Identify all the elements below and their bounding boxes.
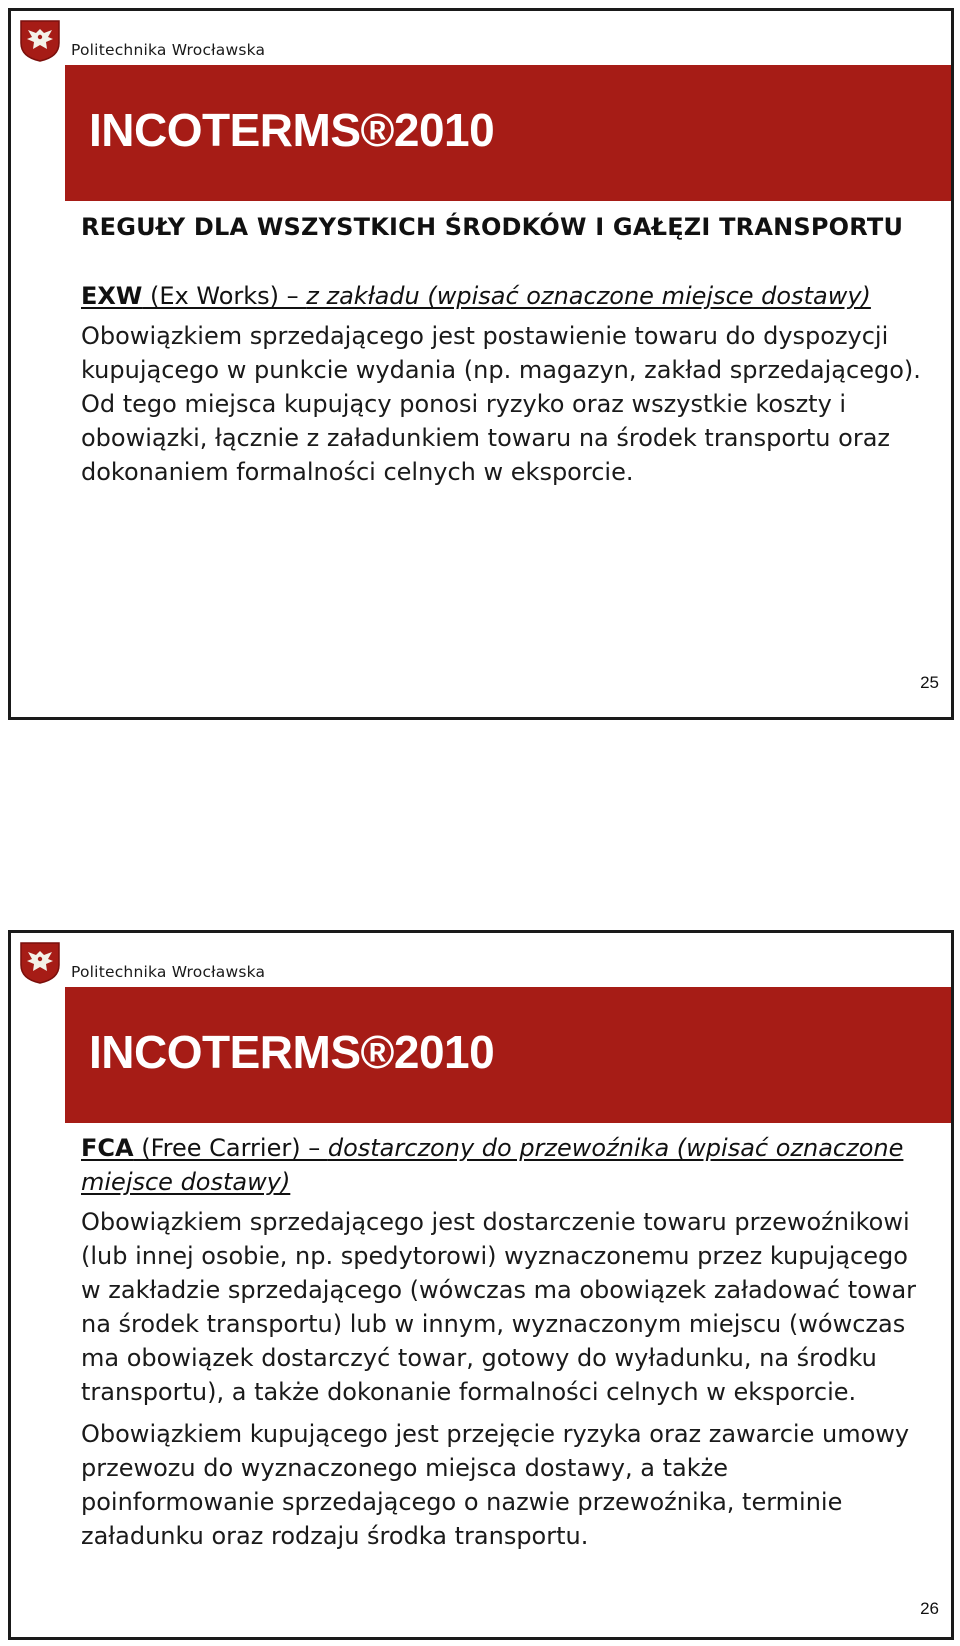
term-description: z zakładu (wpisać oznaczone miejsce dostawy) (306, 282, 871, 310)
body-paragraph: Obowiązkiem sprzedającego jest dostarczenie towaru przewoźnikowi (lub innej osobie, np. spedytorowi) wyznaczonemu przez kupującego w zakładzie sprzedającego (wówczas ma obowiązek załadować towar na środek transportu) lub w innym, wyznaczonym miejscu (wówczas ma obowiązek dostarczyć towar, gotowy do wyładunku, na środku transportu), a także dokonanie formalności celnych w eksporcie. (81, 1208, 917, 1406)
section-heading: REGUŁY DLA WSZYSTKICH ŚRODKÓW I GAŁĘZI TRANSPORTU (81, 213, 904, 241)
term-heading (81, 1131, 921, 1199)
eagle-crest-icon (17, 939, 63, 985)
term-name: (Free Carrier) – (133, 1134, 328, 1162)
university-name: Politechnika Wrocławska (71, 963, 266, 981)
term-heading (81, 279, 921, 313)
body-paragraph: Obowiązkiem kupującego jest przejęcie ryzyka oraz zawarcie umowy przewozu do wyznaczonego miejsca dostawy, a także poinformowanie sprzedającego o nazwie przewoźnika, terminie załadunku oraz rodzaju środka transportu. (81, 1420, 910, 1550)
term-code: FCA (81, 1134, 134, 1162)
page-number: 25 (920, 673, 939, 692)
slide-title: INCOTERMS®2010 (89, 1026, 495, 1078)
eagle-crest-icon (17, 17, 63, 63)
slide-header (11, 933, 951, 987)
slide-26 (8, 930, 954, 1640)
term-name: (Ex Works) – (142, 282, 307, 310)
slide-25 (8, 8, 954, 720)
title-band (65, 65, 951, 201)
university-name: Politechnika Wrocławska (71, 41, 266, 59)
slide-title: INCOTERMS®2010 (89, 104, 495, 156)
slide-header (11, 11, 951, 65)
page-number: 26 (920, 1599, 939, 1618)
body-paragraph: Obowiązkiem sprzedającego jest postawienie towaru do dyspozycji kupującego w punkcie wydania (np. magazyn, zakład sprzedającego). Od tego miejsca kupujący ponosi ryzyko oraz wszystkie koszty i obowiązki, łącznie z załadunkiem towaru na środek transportu oraz dokonaniem formalności celnych w eksporcie. (81, 322, 921, 486)
slide-content (81, 1131, 921, 1561)
term-code: EXW (81, 282, 143, 310)
title-band (65, 987, 951, 1123)
slide-content (81, 213, 921, 497)
term-description: dostarczony do przewoźnika (wpisać oznaczone miejsce dostawy) (81, 1134, 904, 1196)
